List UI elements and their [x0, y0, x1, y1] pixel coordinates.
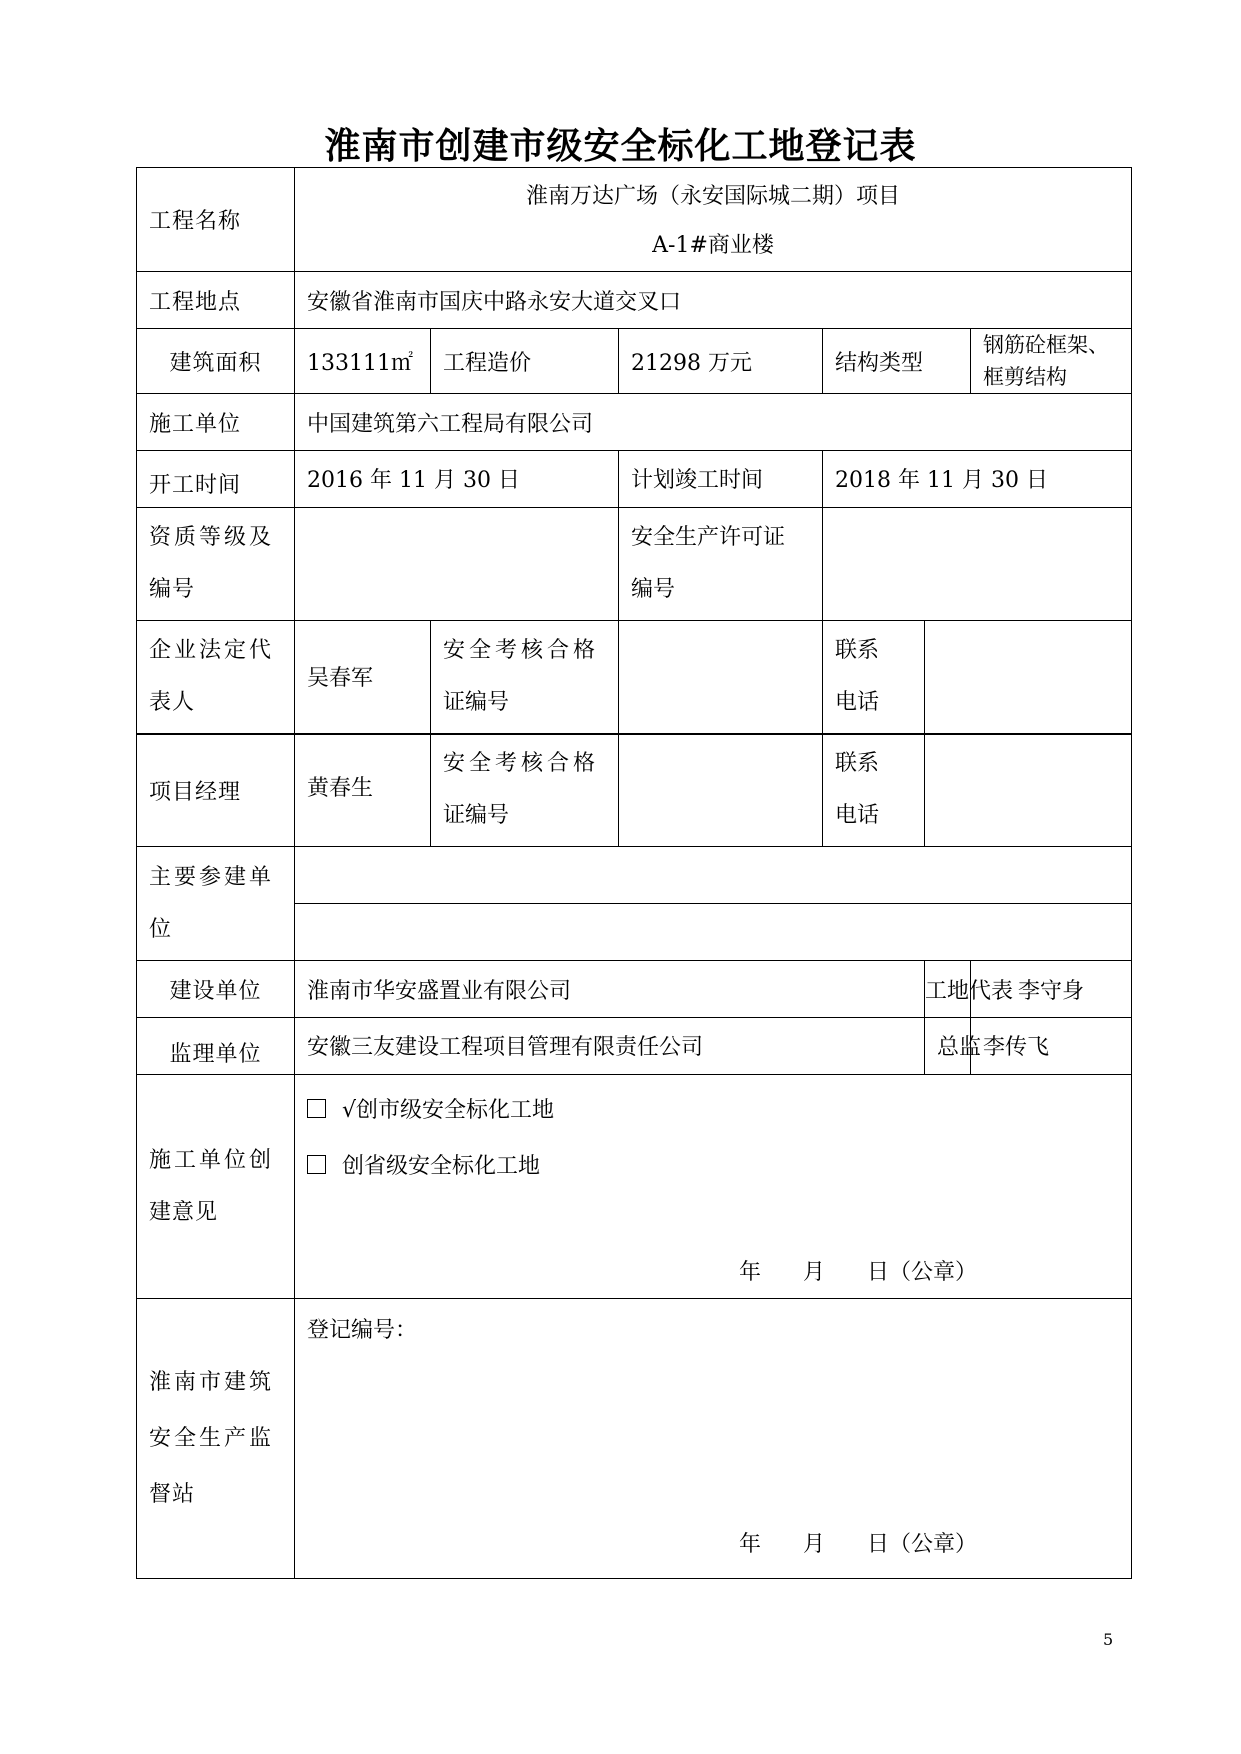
area-label: 建筑面积 — [137, 329, 295, 394]
owner-name: 淮南市华安盛置业有限公司 — [295, 961, 925, 1018]
manager-phone-label-1: 联系 — [835, 751, 880, 777]
legal-rep-label — [137, 621, 295, 734]
project-name-line1: 淮南万达广场（永安国际城二期）项目 — [526, 183, 901, 209]
contractor-label: 施工单位 — [137, 394, 295, 451]
project-name-label: 工程名称 — [137, 168, 295, 272]
participants-label — [137, 847, 295, 961]
start-label: 开工时间 — [137, 451, 295, 508]
opinion-value — [295, 1075, 1132, 1299]
station-label-1: 淮南市建筑 — [149, 1369, 275, 1395]
row-supervisor — [137, 1018, 1132, 1075]
page-number: 5 — [1103, 1630, 1114, 1649]
legal-rep-phone-value — [925, 621, 1132, 734]
cost-value: 21298 万元 — [619, 329, 823, 394]
project-name-line2: A-1#商业楼 — [652, 232, 774, 258]
planned-end-label: 计划竣工时间 — [619, 451, 823, 508]
safety-permit-label-2: 编号 — [631, 577, 676, 602]
row-manager — [137, 734, 1132, 847]
station-year: 年 — [738, 1532, 761, 1557]
opinion-label-2: 建意见 — [149, 1199, 219, 1225]
qualification-label — [137, 508, 295, 621]
opinion-label — [137, 1075, 295, 1299]
option-province-level[interactable] — [307, 1139, 1119, 1195]
row-participants-1 — [137, 847, 1132, 904]
row-dates — [137, 451, 1132, 508]
opinion-day-seal: 日（公章） — [867, 1260, 978, 1285]
row-location — [137, 272, 1132, 329]
row-owner — [137, 961, 1132, 1018]
owner-label: 建设单位 — [137, 961, 295, 1018]
station-label-3: 督站 — [149, 1481, 196, 1507]
row-project-name — [137, 168, 1132, 272]
owner-rep-label: 工地代表 — [925, 961, 971, 1018]
manager-name: 黄春生 — [295, 734, 431, 847]
project-name-value — [295, 168, 1132, 272]
cost-label: 工程造价 — [431, 329, 619, 394]
supervisor-label: 监理单位 — [137, 1018, 295, 1075]
legal-rep-phone-label-1: 联系 — [835, 637, 880, 663]
area-value: 133111㎡ — [295, 329, 431, 394]
manager-phone-label-2: 电话 — [835, 803, 880, 829]
supervisor-chief-label: 总监 — [925, 1018, 971, 1075]
legal-rep-label-2: 表人 — [149, 689, 196, 715]
start-value: 2016 年 11 月 30 日 — [295, 451, 619, 508]
station-label — [137, 1299, 295, 1579]
qualification-label-1: 资质等级及 — [149, 525, 275, 550]
manager-cert-value — [619, 734, 823, 847]
participants-row2 — [295, 904, 1132, 961]
location-label: 工程地点 — [137, 272, 295, 329]
manager-phone-label — [823, 734, 925, 847]
station-value — [295, 1299, 1132, 1579]
qualification-value — [295, 508, 619, 621]
manager-cert-label-2: 证编号 — [443, 803, 510, 829]
row-station — [137, 1299, 1132, 1579]
option-province-level-text: 创省级安全标化工地 — [342, 1154, 541, 1179]
row-legal-rep — [137, 621, 1132, 734]
station-label-2: 安全生产监 — [149, 1425, 275, 1451]
participants-label-1: 主要参建单 — [149, 864, 275, 890]
structure-label: 结构类型 — [823, 329, 971, 394]
opinion-year: 年 — [738, 1260, 761, 1285]
legal-rep-phone-label — [823, 621, 925, 734]
safety-permit-value — [823, 508, 1132, 621]
contractor-value: 中国建筑第六工程局有限公司 — [295, 394, 1132, 451]
station-date-seal — [307, 1525, 1119, 1565]
row-area — [137, 329, 1132, 394]
legal-rep-name: 吴春军 — [295, 621, 431, 734]
supervisor-name: 安徽三友建设工程项目管理有限责任公司 — [295, 1018, 925, 1075]
location-value: 安徽省淮南市国庆中路永安大道交叉口 — [295, 272, 1132, 329]
participants-label-2: 位 — [149, 916, 173, 942]
checkbox-province-level[interactable] — [307, 1155, 326, 1174]
opinion-date-seal — [307, 1251, 1119, 1295]
opinion-label-1: 施工单位创 — [149, 1147, 275, 1173]
option-city-level-text: √创市级安全标化工地 — [342, 1098, 555, 1123]
option-city-level[interactable] — [307, 1083, 1119, 1139]
legal-rep-label-1: 企业法定代 — [149, 637, 275, 663]
qualification-label-2: 编号 — [149, 577, 196, 602]
station-day-seal: 日（公章） — [867, 1532, 978, 1557]
row-opinion — [137, 1075, 1132, 1299]
safety-permit-label — [619, 508, 823, 621]
row-contractor — [137, 394, 1132, 451]
owner-rep-value: 李守身 — [971, 961, 1132, 1018]
participants-row1 — [295, 847, 1132, 904]
legal-rep-cert-label-2: 证编号 — [443, 689, 510, 715]
checkbox-city-level[interactable] — [307, 1099, 326, 1118]
registration-form — [136, 167, 1132, 1579]
manager-label: 项目经理 — [137, 734, 295, 847]
manager-cert-label — [431, 734, 619, 847]
registration-number-label: 登记编号： — [307, 1318, 418, 1343]
structure-value: 钢筋砼框架、框剪结构 — [971, 329, 1132, 394]
manager-cert-label-1: 安全考核合格 — [443, 751, 600, 777]
station-month: 月 — [802, 1532, 825, 1557]
opinion-month: 月 — [802, 1260, 825, 1285]
legal-rep-cert-label — [431, 621, 619, 734]
planned-end-value: 2018 年 11 月 30 日 — [823, 451, 1132, 508]
page-title: 淮南市创建市级安全标化工地登记表 — [324, 126, 917, 167]
safety-permit-label-1: 安全生产许可证 — [631, 525, 786, 550]
legal-rep-phone-label-2: 电话 — [835, 689, 880, 715]
supervisor-chief-value: 李传飞 — [971, 1018, 1132, 1075]
manager-phone-value — [925, 734, 1132, 847]
row-qualification — [137, 508, 1132, 621]
legal-rep-cert-value — [619, 621, 823, 734]
legal-rep-cert-label-1: 安全考核合格 — [443, 637, 600, 663]
